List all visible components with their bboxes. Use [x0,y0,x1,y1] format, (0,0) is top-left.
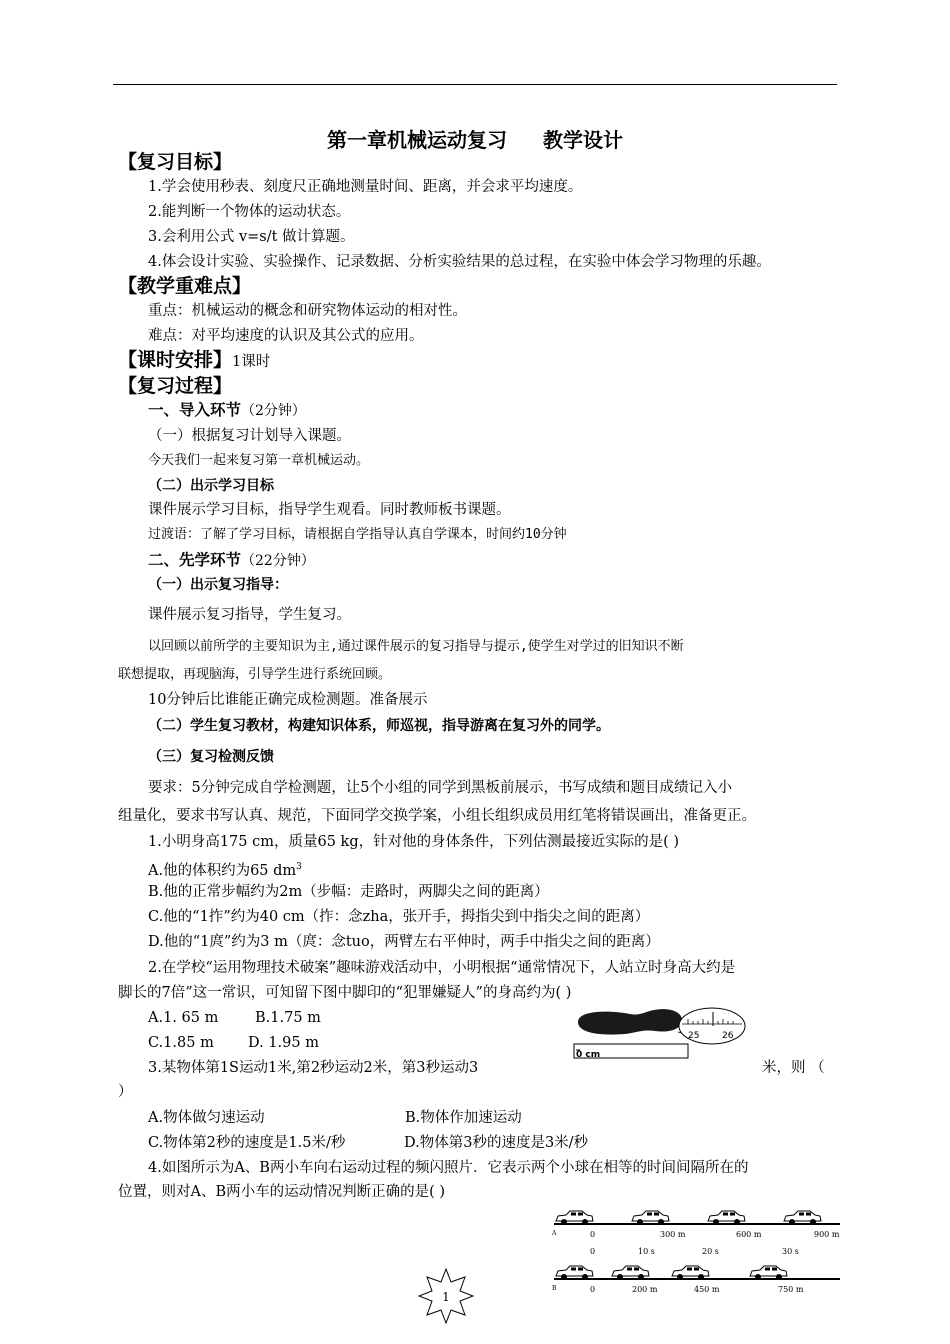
q2-option-d: D. 1.95 m [248,1035,319,1051]
q3-option-b: B.物体作加速运动 [405,1110,522,1126]
schedule-heading: 【课时安排】1课时 [118,349,271,371]
q1-option-c: C.他的“1拃”约为40 cm（拃：念zha，张开手，拇指尖到中指尖之间的距离） [148,909,650,925]
page-title: 第一章机械运动复习 教学设计 [327,128,623,152]
prestudy-step-a: （一）出示复习指导： [148,577,288,593]
track-a-distance-label: 900 m [814,1230,840,1239]
track-b-distance-label: 200 m [632,1285,658,1294]
objective-item: 1.学会使用秒表、刻度尺正确地测量时间、距离，并会求平均速度。 [148,179,583,195]
car-icon [556,1266,593,1280]
time-label: 10 s [638,1247,655,1256]
q1-option-d: D.他的“1庹”约为3 m（庹：念tuo，两臂左右平伸时，两手中指尖之间的距离） [148,934,660,950]
objective-item: 3.会利用公式 v=s/t 做计算题。 [148,229,355,245]
track-a-distance-label: 600 m [736,1230,762,1239]
objectives-heading: 【复习目标】 [118,151,233,173]
requirement-line2: 组量化，要求书写认真、规范，下面同学交换学案，小组长组织成员用红笔将错误画出，准备更正。 [118,808,756,824]
q3-stem-line2: ） [118,1084,133,1100]
q2-stem-line1: 2.在学校“运用物理技术破案”趣味游戏活动中，小明根据“通常情况下，人站立时身高大约是 [148,960,736,976]
q2-stem-line2: 脚长的7倍”这一常识，可知留下图中脚印的“犯罪嫌疑人”的身高约为( ) [118,985,572,1001]
track-b-distance-label: 0 [590,1285,596,1294]
car-icon [556,1211,593,1225]
q1-option-b: B.他的正常步幅约为2m（步幅：走路时，两脚尖之间的距离） [148,884,549,900]
q1-option-a: A.他的体积约为65 $dm^3$ [148,862,302,879]
objective-item: 2.能判断一个物体的运动状态。 [148,204,351,220]
q2-option-a: A.1. 65 m [148,1010,219,1026]
footprint-ruler-figure [570,1000,750,1062]
q3-stem-line1-end: 米，则 （ [762,1060,825,1076]
focus-text: 重点：机械运动的概念和研究物体运动的相对性。 [148,303,467,319]
process-heading: 【复习过程】 [118,375,233,397]
q4-stem-line1: 4.如图所示为A、B两小车向右运动过程的频闪照片．它表示两个小球在相等的时间间隔所在的 [148,1160,749,1176]
q3-option-a: A.物体做匀速运动 [148,1110,265,1126]
intro-step-a-text: 今天我们一起来复习第一章机械运动。 [148,453,370,468]
keypoints-heading: 【教学重难点】 [118,275,252,297]
car-icon [632,1211,669,1225]
prestudy-step-c: （三）复习检测反馈 [148,749,274,765]
prestudy-step-b: （二）学生复习教材，构建知识体系，师巡视，指导游离在复习外的同学。 [148,718,610,734]
header-rule [113,84,837,85]
requirement-line1: 要求：5分钟完成自学检测题，让5个小组的同学到黑板前展示，书写成绩和题目成绩记入小 [148,780,732,796]
strobe-cars-figure [550,1200,845,1305]
section-intro-heading: 一、导入环节（2分钟） [148,401,306,419]
ruler-tick-26: 26 [722,1031,734,1041]
track-a-distance-label: 300 m [660,1230,686,1239]
car-icon [672,1266,709,1280]
prestudy-para-line2: 联想提取，再现脑海，引导学生进行系统回顾。 [118,667,392,682]
ruler-zero-label: 0 cm [576,1050,601,1060]
intro-step-b: （二）出示学习目标 [148,478,274,494]
page-number-badge [418,1268,474,1324]
q3-option-c: C.物体第2秒的速度是1.5米/秒 [148,1135,346,1151]
q1-stem: 1.小明身高175 cm，质量65 kg，针对他的身体条件，下列估测最接近实际的是( ) [148,834,680,850]
track-a-distance-label: 0 [590,1230,596,1239]
q4-stem-line2: 位置，则对A、B两小车的运动情况判断正确的是( ) [118,1184,446,1200]
page-number: 1 [442,1290,450,1304]
intro-step-a: （一）根据复习计划导入课题。 [148,428,351,444]
q2-option-b: B.1.75 m [255,1010,321,1026]
q3-stem-line1: 3.某物体第1S运动1米,第2秒运动2米，第3秒运动3 [148,1060,479,1076]
track-b-distance-label: 450 m [694,1285,720,1294]
time-label: 0 [590,1247,596,1256]
prestudy-step-a-text: 课件展示复习指导，学生复习。 [148,607,351,623]
difficulty-text: 难点：对平均速度的认识及其公式的应用。 [148,328,424,344]
car-icon [708,1211,745,1225]
track-b-distance-label: 750 m [778,1285,804,1294]
car-icon [612,1266,649,1280]
q3-option-d: D.物体第3秒的速度是3米/秒 [404,1135,589,1151]
q2-option-c: C.1.85 m [148,1035,214,1051]
track-b-label: B [552,1285,557,1292]
intro-step-b-text: 课件展示学习目标，指导学生观看。同时教师板书课题。 [148,502,511,518]
car-icon [750,1266,787,1280]
objective-item: 4.体会设计实验、实验操作、记录数据、分析实验结果的总过程，在实验中体会学习物理的乐趣。 [148,254,771,270]
time-label: 30 s [782,1247,799,1256]
section-prestudy-heading: 二、先学环节（22分钟） [148,551,315,569]
track-a-label: A [552,1230,557,1237]
car-icon [784,1211,821,1225]
schedule-value: 1课时 [232,354,271,370]
footprint-icon [578,1009,682,1034]
prestudy-para-line3: 10分钟后比谁能正确完成检测题。准备展示 [148,692,428,708]
ruler-tick-25: 25 [688,1031,700,1041]
time-label: 20 s [702,1247,719,1256]
prestudy-para-line1: 以回顾以前所学的主要知识为主,通过课件展示的复习指导与提示,使学生对学过的旧知识不断 [148,639,684,654]
transition-text: 过渡语：了解了学习目标，请根据自学指导认真自学课本，时间约10分钟 [148,527,567,542]
